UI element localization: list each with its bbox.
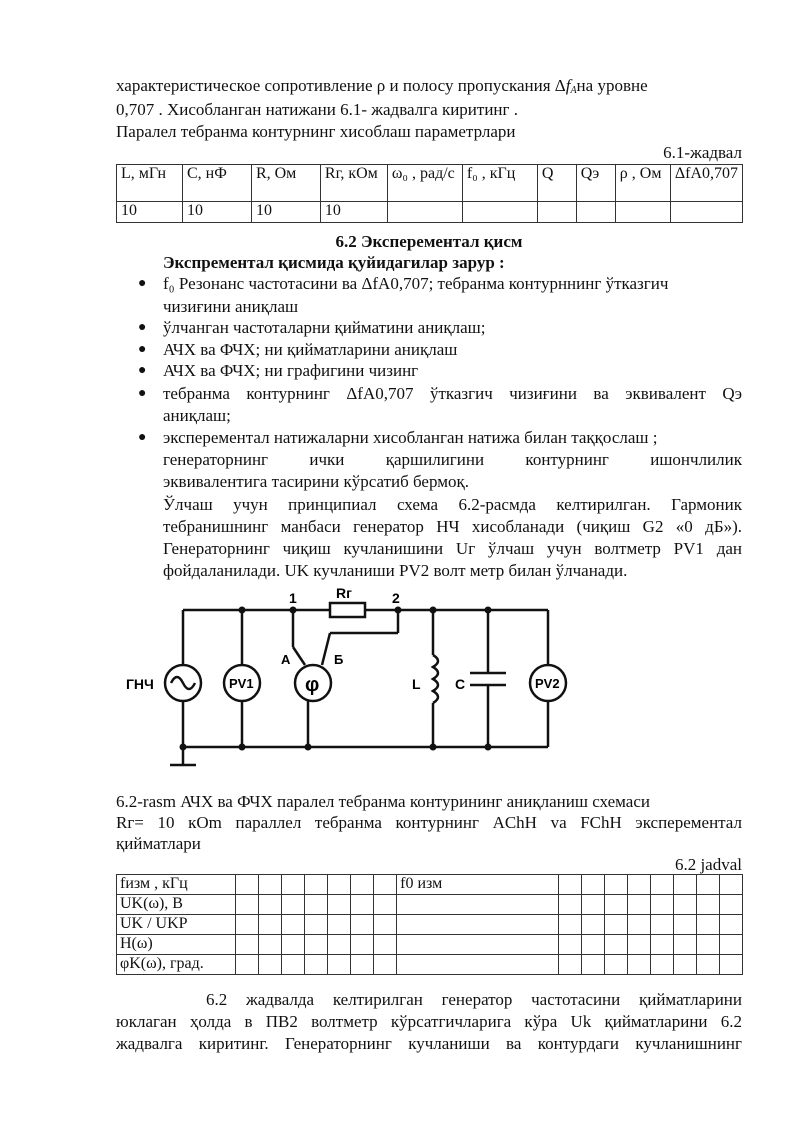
t2-cell — [581, 875, 604, 895]
t1-h-w0: ω₀ , рад/с — [387, 165, 462, 202]
t2-cell — [604, 915, 627, 935]
intro-f: f — [565, 76, 571, 95]
t2-cell — [236, 915, 259, 935]
figure-line-2: Rг= 10 кОm параллел тебранма контурнинг AChH va FChH эксперементал — [116, 813, 742, 832]
section-title: 6.2 Эксперементал қисм — [335, 232, 523, 251]
t2-cell — [673, 955, 696, 975]
t2-cell — [719, 875, 742, 895]
bullet-1: f₀ Резонанс частотасини ва ΔfА0,707; тебранма контурннинг ўтказгич — [163, 274, 669, 293]
t2-cell — [650, 875, 673, 895]
t2-cell — [351, 935, 374, 955]
t2-cell — [558, 955, 581, 975]
t2-cell — [236, 895, 259, 915]
bullet-dot: ● — [138, 386, 147, 401]
bullet-5: тебранма контурнинг ΔfА0,707 ўтказгич чизиғини ва эквивалент Qэ — [163, 384, 742, 403]
t2-cell — [558, 935, 581, 955]
t2-cell — [558, 895, 581, 915]
t2-cell — [696, 915, 719, 935]
t2-cell — [696, 875, 719, 895]
t2-row-label: UK(ω), В — [117, 895, 236, 915]
t2-cell — [259, 915, 282, 935]
figure-caption: 6.2-rasm АЧХ ва ФЧХ паралел тебранма контурининг аниқланиш схемаси — [116, 792, 650, 811]
label-c: C — [455, 676, 466, 692]
t1-h-R: R, Ом — [251, 165, 320, 202]
bullet-dot: ● — [138, 430, 147, 445]
label-gen: ГНЧ — [126, 676, 154, 692]
t1-h-Qe: Qэ — [576, 165, 615, 202]
intro-line-1 — [116, 76, 648, 96]
t1-h-df: ΔfА0,707 — [670, 165, 742, 202]
t1-h-L: L, мГн — [117, 165, 183, 202]
t2-cell — [650, 935, 673, 955]
bullet-6: эксперементал натижаларни хисобланган натижа билан таққослаш ; — [163, 428, 658, 447]
t2-cell — [328, 875, 351, 895]
t2-cell — [581, 955, 604, 975]
t2-cell — [282, 895, 305, 915]
label-rg: Rг — [336, 585, 352, 601]
bullet-2: ўлчанган частоталарни қийматини аниқлаш; — [163, 318, 486, 337]
t2-cell — [696, 955, 719, 975]
t2-row-label: UK / UKP — [117, 915, 236, 935]
label-a: А — [281, 652, 291, 667]
t2-cell — [650, 895, 673, 915]
outro-line-1: 6.2 жадвалда келтирилган генератор частотасини қийматларини — [206, 990, 742, 1009]
t2-cell — [673, 915, 696, 935]
outro-line-3: жадвалга киритинг. Генераторнинг кучланиши ва контурдаги кучланишнинг — [116, 1034, 742, 1053]
t2-cell — [604, 895, 627, 915]
t1-h-Q: Q — [537, 165, 576, 202]
table2-caption: 6.2 jadval — [674, 855, 742, 874]
t2-cell — [328, 895, 351, 915]
outro-line-2: юклаган ҳолда в ПВ2 волтметр кўрсатгичларига кўра Uk қийматларини 6.2 — [116, 1012, 742, 1031]
t2-cell — [236, 935, 259, 955]
t2-cell — [719, 955, 742, 975]
t2-cell — [627, 935, 650, 955]
t2-cell — [397, 955, 559, 975]
table-6-1 — [116, 164, 743, 223]
bullet-dot: ● — [138, 342, 147, 357]
t1-cell — [387, 202, 462, 223]
t1-h-rho: ρ , Ом — [615, 165, 670, 202]
bullet-1-cont: чизиғини аниқлаш — [163, 297, 299, 316]
t2-cell — [236, 955, 259, 975]
table1-caption: 6.1-жадвал — [663, 143, 742, 162]
t2-cell — [604, 935, 627, 955]
t2-cell — [581, 895, 604, 915]
t2-cell — [650, 915, 673, 935]
bullet-dot: ● — [138, 320, 147, 335]
intro-line-3: Паралел тебранма контурнинг хисоблаш параметрлари — [116, 122, 516, 141]
bullet-5-cont: аниқлаш; — [163, 406, 231, 425]
t2-cell — [328, 935, 351, 955]
para-line-1: Ўлчаш учун принципиал схема 6.2-расмда келтирилган. Гармоник — [163, 495, 742, 514]
t2-cell: f0 изм — [397, 875, 559, 895]
t2-cell — [719, 895, 742, 915]
t2-cell — [305, 875, 328, 895]
t2-cell — [351, 955, 374, 975]
t2-cell — [719, 935, 742, 955]
t2-cell — [259, 955, 282, 975]
t1-cell — [462, 202, 537, 223]
t2-row — [117, 935, 743, 955]
t2-row — [117, 955, 743, 975]
t2-cell — [604, 955, 627, 975]
label-node-1: 1 — [289, 590, 297, 606]
t1-h-Rg: Rг, кОм — [320, 165, 387, 202]
t1-cell: 10 — [251, 202, 320, 223]
intro-text-a: характеристическое сопротивление ρ и полосу пропускания Δ — [116, 76, 566, 95]
label-l: L — [412, 676, 421, 692]
bullet-4: АЧХ ва ФЧХ; ни графигини чизинг — [163, 361, 419, 380]
t2-cell — [696, 935, 719, 955]
t2-cell — [305, 915, 328, 935]
t2-cell — [374, 915, 397, 935]
t2-cell — [397, 915, 559, 935]
intro-sub: А — [570, 85, 577, 96]
t2-cell — [374, 955, 397, 975]
t1-cell — [670, 202, 742, 223]
t2-row — [117, 895, 743, 915]
t1-cell — [537, 202, 576, 223]
t2-cell — [259, 935, 282, 955]
label-b: Б — [334, 652, 344, 667]
t2-cell — [305, 895, 328, 915]
t2-cell — [374, 875, 397, 895]
label-node-2: 2 — [392, 590, 400, 606]
t1-cell — [576, 202, 615, 223]
t1-h-C: C, нФ — [182, 165, 251, 202]
t2-cell — [558, 875, 581, 895]
t2-cell — [374, 895, 397, 915]
para-line-4: фойдаланилади. UK кучланиши PV2 волт метр билан ўлчанади. — [163, 561, 628, 580]
label-pv1: PV1 — [229, 676, 254, 691]
t2-cell — [351, 915, 374, 935]
t2-cell — [581, 915, 604, 935]
t2-row-label: fизм , кГц — [117, 875, 236, 895]
t2-cell — [673, 895, 696, 915]
t2-cell — [328, 955, 351, 975]
t2-cell — [282, 915, 305, 935]
t2-cell — [236, 875, 259, 895]
t2-cell — [351, 895, 374, 915]
t2-row — [117, 875, 743, 895]
t2-cell — [673, 935, 696, 955]
bullet-6-cont: генераторнинг ички қаршилигини контурнинг ишончлилик — [163, 450, 742, 469]
bullet-6-cont2: эквивалентига тасирини кўрсатиб бермоқ. — [163, 472, 469, 491]
label-pv2: PV2 — [535, 676, 560, 691]
t1-h-f0: f₀ , кГц — [462, 165, 537, 202]
table-6-2 — [116, 874, 743, 975]
t2-cell — [351, 875, 374, 895]
t1-cell: 10 — [117, 202, 183, 223]
t2-cell — [627, 875, 650, 895]
t2-cell — [696, 895, 719, 915]
para-line-3: Генераторнинг чиқиш кучланишини Uг ўлчаш учун волтметр PV1 дан — [163, 539, 742, 558]
bullet-dot: ● — [138, 276, 147, 291]
t2-cell — [305, 955, 328, 975]
t2-row-label: H(ω) — [117, 935, 236, 955]
t1-cell — [615, 202, 670, 223]
t2-cell — [627, 915, 650, 935]
circuit-schematic — [0, 585, 800, 775]
t2-cell — [627, 955, 650, 975]
t2-cell — [328, 915, 351, 935]
t2-cell — [397, 935, 559, 955]
t2-cell — [282, 955, 305, 975]
intro-text-d: на уровне — [576, 76, 648, 95]
intro-line-2: 0,707 . Хисобланган натижани 6.1- жадвалга киритинг . — [116, 100, 519, 119]
t1-cell: 10 — [182, 202, 251, 223]
t2-cell — [673, 875, 696, 895]
label-phi: φ — [305, 674, 320, 696]
t2-cell — [719, 915, 742, 935]
t1-cell: 10 — [320, 202, 387, 223]
t2-cell — [604, 875, 627, 895]
t2-cell — [305, 935, 328, 955]
t2-cell — [374, 935, 397, 955]
section-subtitle: Экспрементал қисмида қуйидагилар зарур : — [163, 253, 505, 272]
t2-cell — [581, 935, 604, 955]
t2-cell — [282, 935, 305, 955]
t2-row — [117, 915, 743, 935]
t2-cell — [397, 895, 559, 915]
bullet-3: АЧХ ва ФЧХ; ни қийматларини аниқлаш — [163, 340, 458, 359]
t2-row-label: φK(ω), град. — [117, 955, 236, 975]
t2-cell — [259, 895, 282, 915]
t2-cell — [259, 875, 282, 895]
para-line-2: тебранишнинг манбаси генератор НЧ хисобланади (чиқиш G2 «0 дБ»). — [163, 517, 742, 536]
bullet-dot: ● — [138, 363, 147, 378]
t2-cell — [282, 875, 305, 895]
figure-line-3: қийматлари — [116, 834, 201, 853]
t2-cell — [650, 955, 673, 975]
t2-cell — [558, 915, 581, 935]
t2-cell — [627, 895, 650, 915]
